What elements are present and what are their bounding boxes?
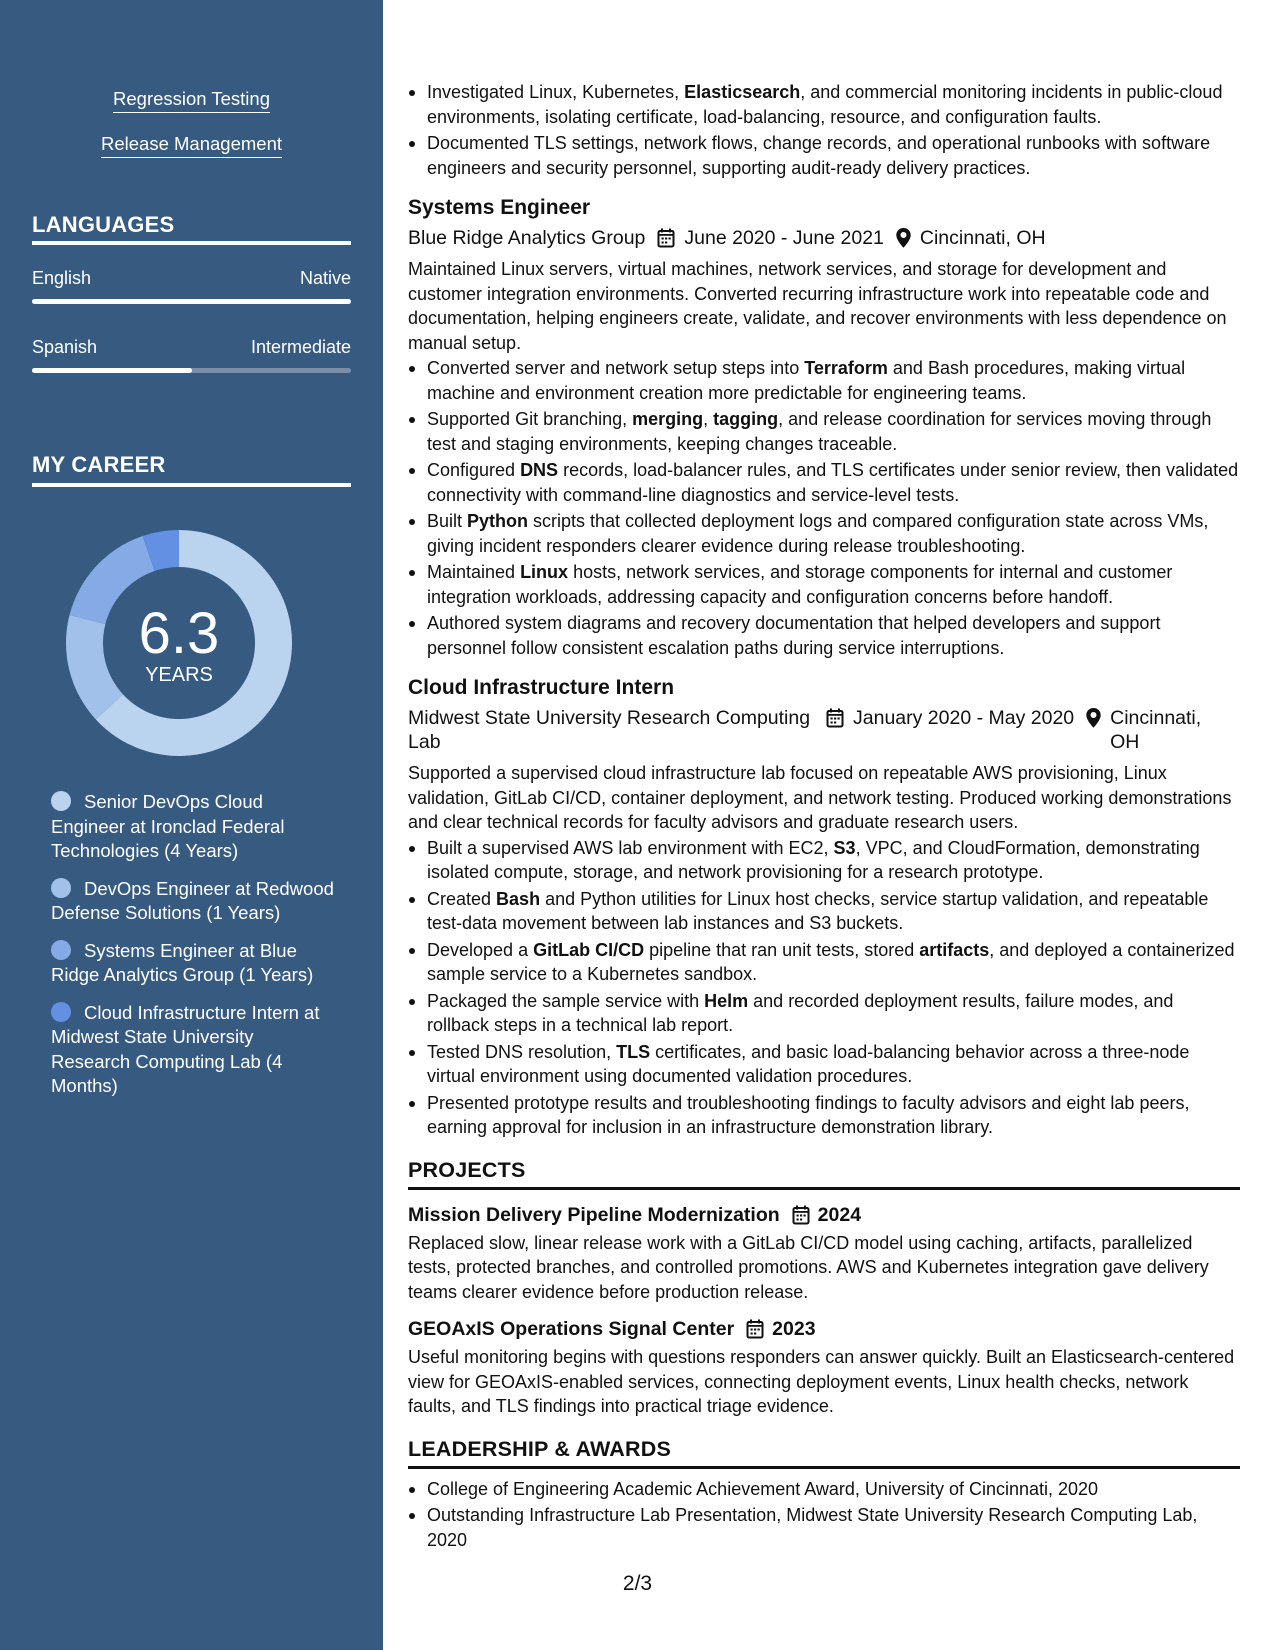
career-legend-item: DevOps Engineer at Redwood Defense Solutions (1 Years): [51, 877, 334, 923]
job-title: Cloud Infrastructure Intern: [408, 676, 675, 699]
job-summary: Maintained Linux servers, virtual machines, network services, and storage for development and customer integration environments. Converted recurring infrastructure work into repeatable code and documentation, helping engineers create, validate, and recover environments with less dependence on manual setup.: [408, 259, 1227, 353]
award-item: Outstanding Infrastructure Lab Presentation, Midwest State University Research Computing Lab, 2020: [408, 1503, 1240, 1552]
legend-dot: [51, 791, 71, 811]
bullet-item: Investigated Linux, Kubernetes, Elasticsearch, and commercial monitoring incidents in public-cloud environments, isolating certificate, load-balancing, resource, and configuration faults.: [408, 80, 1240, 129]
bullet-item: Packaged the sample service with Helm and recorded deployment results, failure modes, and rollback steps in a technical lab report.: [408, 989, 1240, 1038]
awards-heading: LEADERSHIP & AWARDS: [408, 1437, 1240, 1469]
calendar-icon: [746, 1319, 764, 1339]
calendar-icon: [657, 228, 675, 248]
language-bar-spanish: [32, 368, 351, 373]
job-meta: [408, 706, 1240, 754]
previous-job-bullets: [408, 80, 1240, 180]
language-level: Native: [299, 268, 351, 288]
bullet-item: Documented TLS settings, network flows, change records, and operational runbooks with software engineers and security personnel, supporting audit-ready delivery practices.: [408, 131, 1240, 180]
career-total-years: 6.3: [138, 601, 220, 666]
project-year: 2024: [817, 1203, 862, 1226]
sidebar: [0, 0, 383, 1650]
skill-regression-testing[interactable]: Regression Testing: [0, 88, 383, 113]
languages-rule: [32, 241, 351, 245]
calendar-icon: [792, 1205, 810, 1225]
bullet-item: Supported Git branching, merging, tagging, and release coordination for services moving through test and staging environments, keeping changes traceable.: [408, 407, 1240, 456]
job-company: Midwest State University Research Computing Lab: [408, 707, 811, 753]
calendar-icon: [826, 708, 844, 728]
project-description: Replaced slow, linear release work with a GitLab CI/CD model using caching, artifacts, parallelized tests, protected branches, and controlled promotions. AWS and Kubernetes integration gave delivery teams clearer evidence before production release.: [408, 1232, 1209, 1302]
bullet-item: Created Bash and Python utilities for Linux host checks, service startup validation, and repeatable test-data movement between lab instances and S3 buckets.: [408, 887, 1240, 936]
project-title-row: [408, 1202, 1240, 1228]
map-pin-icon: [896, 228, 911, 248]
skill-release-management[interactable]: Release Management: [0, 133, 383, 158]
legend-dot: [51, 940, 71, 960]
job-meta: [408, 226, 1240, 250]
map-pin-icon: [1086, 708, 1101, 728]
project-description: Useful monitoring begins with questions responders can answer quickly. Built an Elasticsearch-centered view for GEOAxIS-enabled services, connecting deployment events, Linux health checks, network faults, and TLS findings into practical triage evidence.: [408, 1347, 1235, 1416]
bullet-item: Converted server and network setup steps into Terraform and Bash procedures, making virtual machine and environment creation more predictable for engineering teams.: [408, 356, 1240, 405]
bullet-item: Maintained Linux hosts, network services, and storage components for internal and customer integration workloads, addressing capacity and configuration concerns before handoff.: [408, 560, 1240, 609]
language-bar-fill: [32, 299, 351, 304]
legend-dot: [51, 1002, 71, 1022]
job-bullets: [408, 356, 1240, 660]
language-row-spanish: [32, 337, 351, 358]
bullet-item: Developed a GitLab CI/CD pipeline that ran unit tests, stored artifacts, and deployed a containerized sample service to a Kubernetes sandbox.: [408, 938, 1240, 987]
projects-heading: PROJECTS: [408, 1158, 1240, 1190]
project-year: 2023: [772, 1318, 816, 1340]
project-title: Mission Delivery Pipeline Modernization: [408, 1203, 780, 1226]
languages-heading: LANGUAGES: [32, 212, 175, 237]
career-legend-item: Systems Engineer at Blue Ridge Analytics Group (1 Years): [51, 939, 314, 985]
language-name: English: [32, 268, 92, 288]
bullet-item: Built a supervised AWS lab environment with EC2, S3, VPC, and CloudFormation, demonstrating isolated compute, storage, and network provisioning for a research prototype.: [408, 836, 1240, 885]
job-bullets: [408, 836, 1240, 1140]
job-title: Systems Engineer: [408, 196, 591, 219]
career-legend-item: Senior DevOps Cloud Engineer at Ironclad Federal Technologies (4 Years): [51, 791, 285, 861]
job-dates: January 2020 - May 2020: [826, 706, 1074, 754]
bullet-item: Tested DNS resolution, TLS certificates, and basic load-balancing behavior across a three-node virtual environment using documented validation procedures.: [408, 1040, 1240, 1089]
career-heading: MY CAREER: [32, 452, 166, 477]
bullet-item: Configured DNS records, load-balancer rules, and TLS certificates under senior review, then validated connectivity with command-line diagnostics and service-level tests.: [408, 458, 1240, 507]
job-location: Cincinnati, OH: [896, 226, 1046, 250]
award-item: College of Engineering Academic Achievement Award, University of Cincinnati, 2020: [408, 1477, 1240, 1502]
language-row-english: [32, 268, 351, 289]
project-title: GEOAxIS Operations Signal Center: [408, 1318, 735, 1340]
bullet-item: Authored system diagrams and recovery documentation that helped developers and support personnel follow consistent escalation paths during service interruptions.: [408, 611, 1240, 660]
main-content: [408, 80, 1240, 1554]
language-level: Intermediate: [250, 337, 351, 357]
language-name: Spanish: [32, 337, 98, 357]
job-dates: June 2020 - June 2021: [657, 226, 884, 250]
job-location: Cincinnati, OH: [1086, 706, 1216, 754]
bullet-item: Presented prototype results and troubleshooting findings to faculty advisors and eight lab peers, earning approval for inclusion in an infrastructure demonstration library.: [408, 1091, 1240, 1140]
legend-dot: [51, 878, 71, 898]
career-legend-item: Cloud Infrastructure Intern at Midwest State University Research Computing Lab (4 Months): [51, 1001, 320, 1096]
language-bar-fill: [32, 368, 192, 373]
awards-list: [408, 1477, 1240, 1553]
project-title-row: [408, 1316, 1240, 1342]
career-rule: [32, 483, 351, 487]
career-legend: [51, 790, 336, 1112]
career-total-unit: YEARS: [145, 664, 213, 686]
language-bar-english: [32, 299, 351, 304]
job-company: Blue Ridge Analytics Group: [408, 227, 646, 249]
bullet-item: Built Python scripts that collected deployment logs and compared configuration state across VMs, giving incident responders clearer evidence during release troubleshooting.: [408, 509, 1240, 558]
page-number: 2/3: [622, 1572, 653, 1595]
job-summary: Supported a supervised cloud infrastructure lab focused on repeatable AWS provisioning, Linux validation, GitLab CI/CD, container deployment, and network testing. Produced working demonstrations and clear technical records for faculty advisors and graduate research users.: [408, 763, 1232, 832]
